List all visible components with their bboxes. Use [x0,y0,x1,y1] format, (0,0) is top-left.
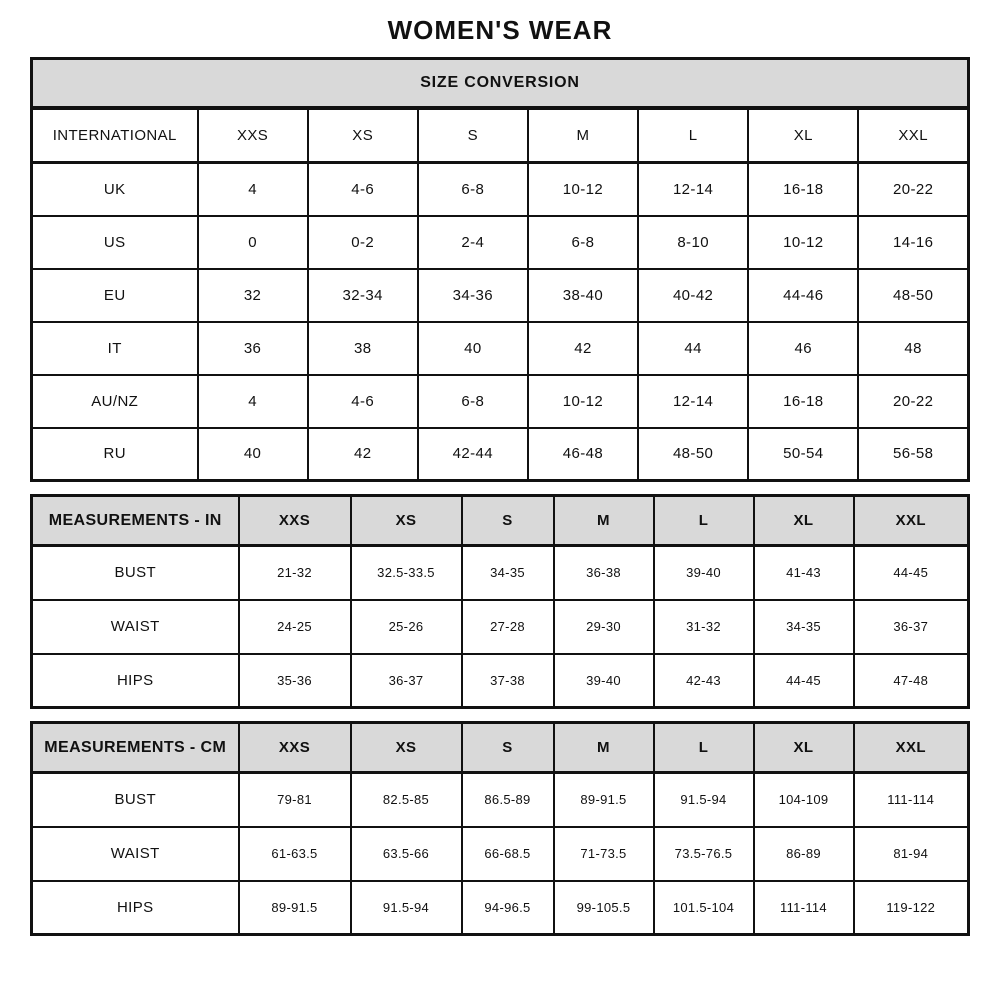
measurement-cell: 29-30 [554,600,654,654]
measurement-cell: 47-48 [854,654,969,708]
measurement-cell: 44-45 [854,546,969,600]
measurements-cm-table [30,721,970,936]
table-row-eu [32,269,969,322]
measurement-cell: 91.5-94 [351,881,462,935]
size-cell: 4-6 [308,375,418,428]
column-header-row [32,108,969,163]
measurements-in-title: MEASUREMENTS - IN [32,496,239,546]
measurement-cell: 21-32 [239,546,351,600]
size-cell: 0 [198,216,308,269]
measurement-cell: 31-32 [654,600,754,654]
size-header-xxl: XXL [854,723,969,773]
table-row-aunz [32,375,969,428]
size-cell: 48-50 [858,269,968,322]
size-conversion-table [30,57,970,482]
measurement-cell: 73.5-76.5 [654,827,754,881]
size-cell: 42 [528,322,638,375]
size-cell: 40 [418,322,528,375]
size-cell: 2-4 [418,216,528,269]
table-row-hips-cm [32,881,969,935]
measurement-cell: 89-91.5 [554,773,654,827]
column-header-xs: XS [308,108,418,163]
size-header-s: S [462,496,554,546]
row-label: WAIST [32,600,239,654]
size-cell: 38 [308,322,418,375]
size-cell: 16-18 [748,163,858,216]
column-header-xxl: XXL [858,108,968,163]
measurement-cell: 63.5-66 [351,827,462,881]
measurement-cell: 82.5-85 [351,773,462,827]
column-header-xxs: XXS [198,108,308,163]
measurement-cell: 79-81 [239,773,351,827]
table-row-uk [32,163,969,216]
size-header-l: L [654,496,754,546]
measurement-cell: 89-91.5 [239,881,351,935]
measurement-cell: 81-94 [854,827,969,881]
measurement-cell: 39-40 [654,546,754,600]
table-row-bust-cm [32,773,969,827]
measurement-cell: 25-26 [351,600,462,654]
size-cell: 6-8 [528,216,638,269]
measurements-in-table [30,494,970,709]
measurement-cell: 104-109 [754,773,854,827]
measurement-cell: 36-38 [554,546,654,600]
measurement-cell: 86.5-89 [462,773,554,827]
measurement-cell: 94-96.5 [462,881,554,935]
size-header-xs: XS [351,496,462,546]
row-label: RU [32,428,198,481]
size-header-xxs: XXS [239,723,351,773]
size-cell: 46-48 [528,428,638,481]
measurement-cell: 32.5-33.5 [351,546,462,600]
size-cell: 32-34 [308,269,418,322]
table-row-bust-in [32,546,969,600]
size-cell: 44 [638,322,748,375]
size-cell: 48-50 [638,428,748,481]
size-cell: 50-54 [748,428,858,481]
measurement-cell: 37-38 [462,654,554,708]
size-cell: 46 [748,322,858,375]
measurement-cell: 91.5-94 [654,773,754,827]
measurement-cell: 99-105.5 [554,881,654,935]
size-cell: 0-2 [308,216,418,269]
size-cell: 40-42 [638,269,748,322]
measurement-cell: 35-36 [239,654,351,708]
measurement-cell: 71-73.5 [554,827,654,881]
size-cell: 42-44 [418,428,528,481]
size-cell: 12-14 [638,375,748,428]
measurement-cell: 42-43 [654,654,754,708]
measurement-cell: 111-114 [854,773,969,827]
size-header-m: M [554,723,654,773]
size-cell: 14-16 [858,216,968,269]
measurement-cell: 34-35 [462,546,554,600]
size-cell: 4-6 [308,163,418,216]
column-header-xl: XL [748,108,858,163]
size-cell: 4 [198,163,308,216]
row-label: UK [32,163,198,216]
measurement-cell: 86-89 [754,827,854,881]
size-cell: 32 [198,269,308,322]
measurement-cell: 119-122 [854,881,969,935]
size-header-xs: XS [351,723,462,773]
measurement-cell: 34-35 [754,600,854,654]
size-cell: 6-8 [418,375,528,428]
size-cell: 6-8 [418,163,528,216]
table-row-us [32,216,969,269]
row-label: US [32,216,198,269]
page-title: WOMEN'S WEAR [387,15,613,45]
size-conversion-banner: SIZE CONVERSION [32,59,969,108]
measurement-cell: 66-68.5 [462,827,554,881]
measurement-cell: 27-28 [462,600,554,654]
measurement-cell: 61-63.5 [239,827,351,881]
row-label: IT [32,322,198,375]
column-header-international: INTERNATIONAL [32,108,198,163]
size-cell: 20-22 [858,375,968,428]
size-cell: 34-36 [418,269,528,322]
size-cell: 38-40 [528,269,638,322]
size-cell: 42 [308,428,418,481]
size-cell: 10-12 [748,216,858,269]
measurement-cell: 101.5-104 [654,881,754,935]
row-label: BUST [32,773,239,827]
measurement-cell: 36-37 [854,600,969,654]
size-cell: 12-14 [638,163,748,216]
size-header-xl: XL [754,496,854,546]
measurement-cell: 111-114 [754,881,854,935]
measurement-cell: 24-25 [239,600,351,654]
measurements-cm-title: MEASUREMENTS - CM [32,723,239,773]
row-label: AU/NZ [32,375,198,428]
table-banner-row [32,59,969,108]
size-cell: 56-58 [858,428,968,481]
size-header-xxl: XXL [854,496,969,546]
size-cell: 8-10 [638,216,748,269]
size-cell: 20-22 [858,163,968,216]
measurement-cell: 39-40 [554,654,654,708]
column-header-m: M [528,108,638,163]
table-row-ru [32,428,969,481]
measurements-cm-header-row [32,723,969,773]
table-row-hips-in [32,654,969,708]
size-cell: 10-12 [528,375,638,428]
column-header-l: L [638,108,748,163]
size-cell: 44-46 [748,269,858,322]
measurement-cell: 36-37 [351,654,462,708]
row-label: EU [32,269,198,322]
row-label: HIPS [32,654,239,708]
size-cell: 4 [198,375,308,428]
table-row-waist-cm [32,827,969,881]
size-header-s: S [462,723,554,773]
row-label: HIPS [32,881,239,935]
table-row-waist-in [32,600,969,654]
size-header-m: M [554,496,654,546]
measurements-in-header-row [32,496,969,546]
size-header-xl: XL [754,723,854,773]
size-cell: 40 [198,428,308,481]
size-header-l: L [654,723,754,773]
row-label: BUST [32,546,239,600]
size-cell: 48 [858,322,968,375]
size-header-xxs: XXS [239,496,351,546]
size-cell: 10-12 [528,163,638,216]
size-cell: 16-18 [748,375,858,428]
measurement-cell: 41-43 [754,546,854,600]
table-row-it [32,322,969,375]
size-cell: 36 [198,322,308,375]
row-label: WAIST [32,827,239,881]
measurement-cell: 44-45 [754,654,854,708]
column-header-s: S [418,108,528,163]
